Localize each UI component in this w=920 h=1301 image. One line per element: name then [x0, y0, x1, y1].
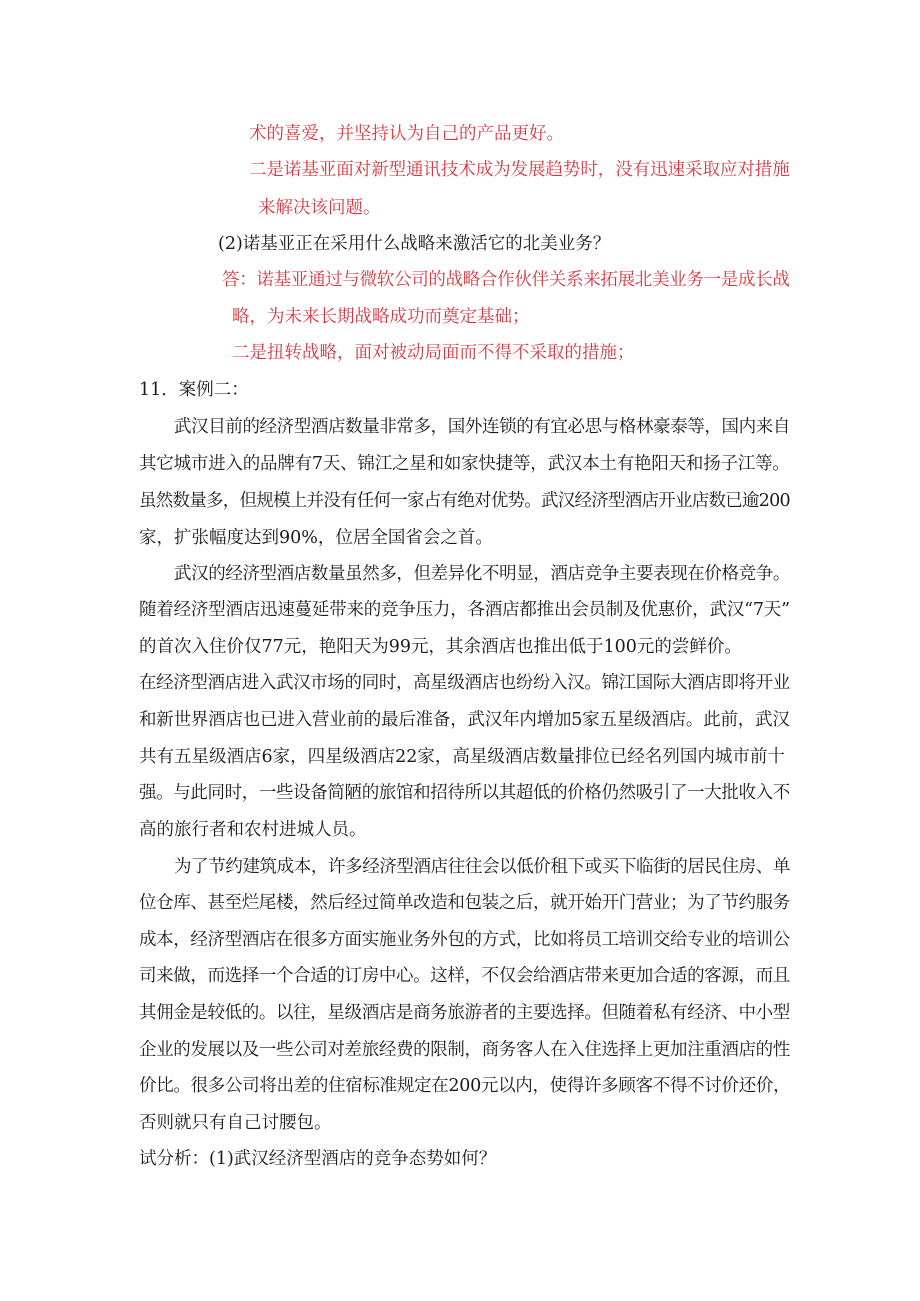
- p1-line-3: 虽然数量多，但规模上并没有任何一家占有绝对优势。武汉经济型酒店开业店数已逾200: [139, 491, 790, 511]
- p1-line-2: 其它城市进入的品牌有7天、锦江之星和如家快捷等，武汉本土有艳阳天和扬子江等。: [139, 454, 790, 474]
- case-heading: 11．案例二：: [139, 380, 249, 400]
- p3-line-2: 和新世界酒店也已进入营业前的最后准备，武汉年内增加5家五星级酒店。此前，武汉: [139, 710, 790, 730]
- p4-line-8: 否则就只有自己讨腰包。: [139, 1113, 332, 1133]
- answer-2-line-2: 略，为未来长期战略成功而奠定基础；: [232, 307, 530, 327]
- p1-line-4: 家，扩张幅度达到90%，位居全国省会之首。: [139, 528, 493, 548]
- analysis-question: 试分析：(1)武汉经济型酒店的竞争态势如何？: [139, 1149, 497, 1169]
- answer-line-2: 二是诺基亚面对新型通讯技术成为发展趋势时，没有迅速采取应对措施: [249, 160, 790, 180]
- p4-line-4: 司来做，而选择一个合适的订房中心。这样，不仅会给酒店带来更加合适的客源，而且: [139, 966, 790, 986]
- answer-line-1: 术的喜爱，并坚持认为自己的产品更好。: [249, 124, 564, 144]
- p3-line-3: 共有五星级酒店6家，四星级酒店22家，高星级酒店数量排位已经名列国内城市前十: [139, 747, 785, 767]
- p3-line-5: 高的旅行者和农村进城人员。: [139, 820, 367, 840]
- p4-line-2: 位仓库、甚至烂尾楼，然后经过简单改造和包装之后，就开始开门营业；为了节约服务: [139, 893, 790, 913]
- p4-line-6: 企业的发展以及一些公司对差旅经费的限制，商务客人在入住选择上更加注重酒店的性: [139, 1040, 790, 1060]
- p4-line-7: 价比。很多公司将出差的住宿标准规定在200元以内，使得许多顾客不得不讨价还价，: [139, 1076, 791, 1096]
- p2-line-1: 武汉的经济型酒店数量虽然多，但差异化不明显，酒店竞争主要表现在价格竞争。: [174, 564, 790, 584]
- p4-line-5: 其佣金是较低的。以往，星级酒店是商务旅游者的主要选择。但随着私有经济、中小型: [139, 1003, 790, 1023]
- p3-line-4: 强。与此同时，一些设备简陋的旅馆和招待所以其超低的价格仍然吸引了一大批收入不: [139, 783, 790, 803]
- p1-line-1: 武汉目前的经济型酒店数量非常多，国外连锁的有宜必思与格林豪泰等，国内来自: [174, 417, 790, 437]
- answer-line-3: 来解决该问题。: [258, 198, 381, 218]
- p3-line-1: 在经济型酒店进入武汉市场的同时，高星级酒店也纷纷入汉。锦江国际大酒店即将开业: [139, 673, 790, 693]
- p4-line-3: 成本，经济型酒店在很多方面实施业务外包的方式，比如将员工培训交给专业的培训公: [139, 930, 790, 950]
- answer-2-line-3: 二是扭转战略，面对被动局面而不得不采取的措施；: [232, 343, 635, 363]
- answer-2-line-1: 答：诺基亚通过与微软公司的战略合作伙伴关系来拓展北美业务一是成长战: [222, 270, 790, 290]
- p2-line-2: 随着经济型酒店迅速蔓延带来的竞争压力，各酒店都推出会员制及优惠价，武汉“7天”: [139, 600, 790, 620]
- p2-line-3: 的首次入住价仅77元，艳阳天为99元，其余酒店也推出低于100元的尝鲜价。: [139, 637, 742, 657]
- question-2: (2)诺基亚正在采用什么战略来激活它的北美业务？: [218, 234, 611, 254]
- p4-line-1: 为了节约建筑成本，许多经济型酒店往往会以低价租下或买下临街的居民住房、单: [174, 857, 790, 877]
